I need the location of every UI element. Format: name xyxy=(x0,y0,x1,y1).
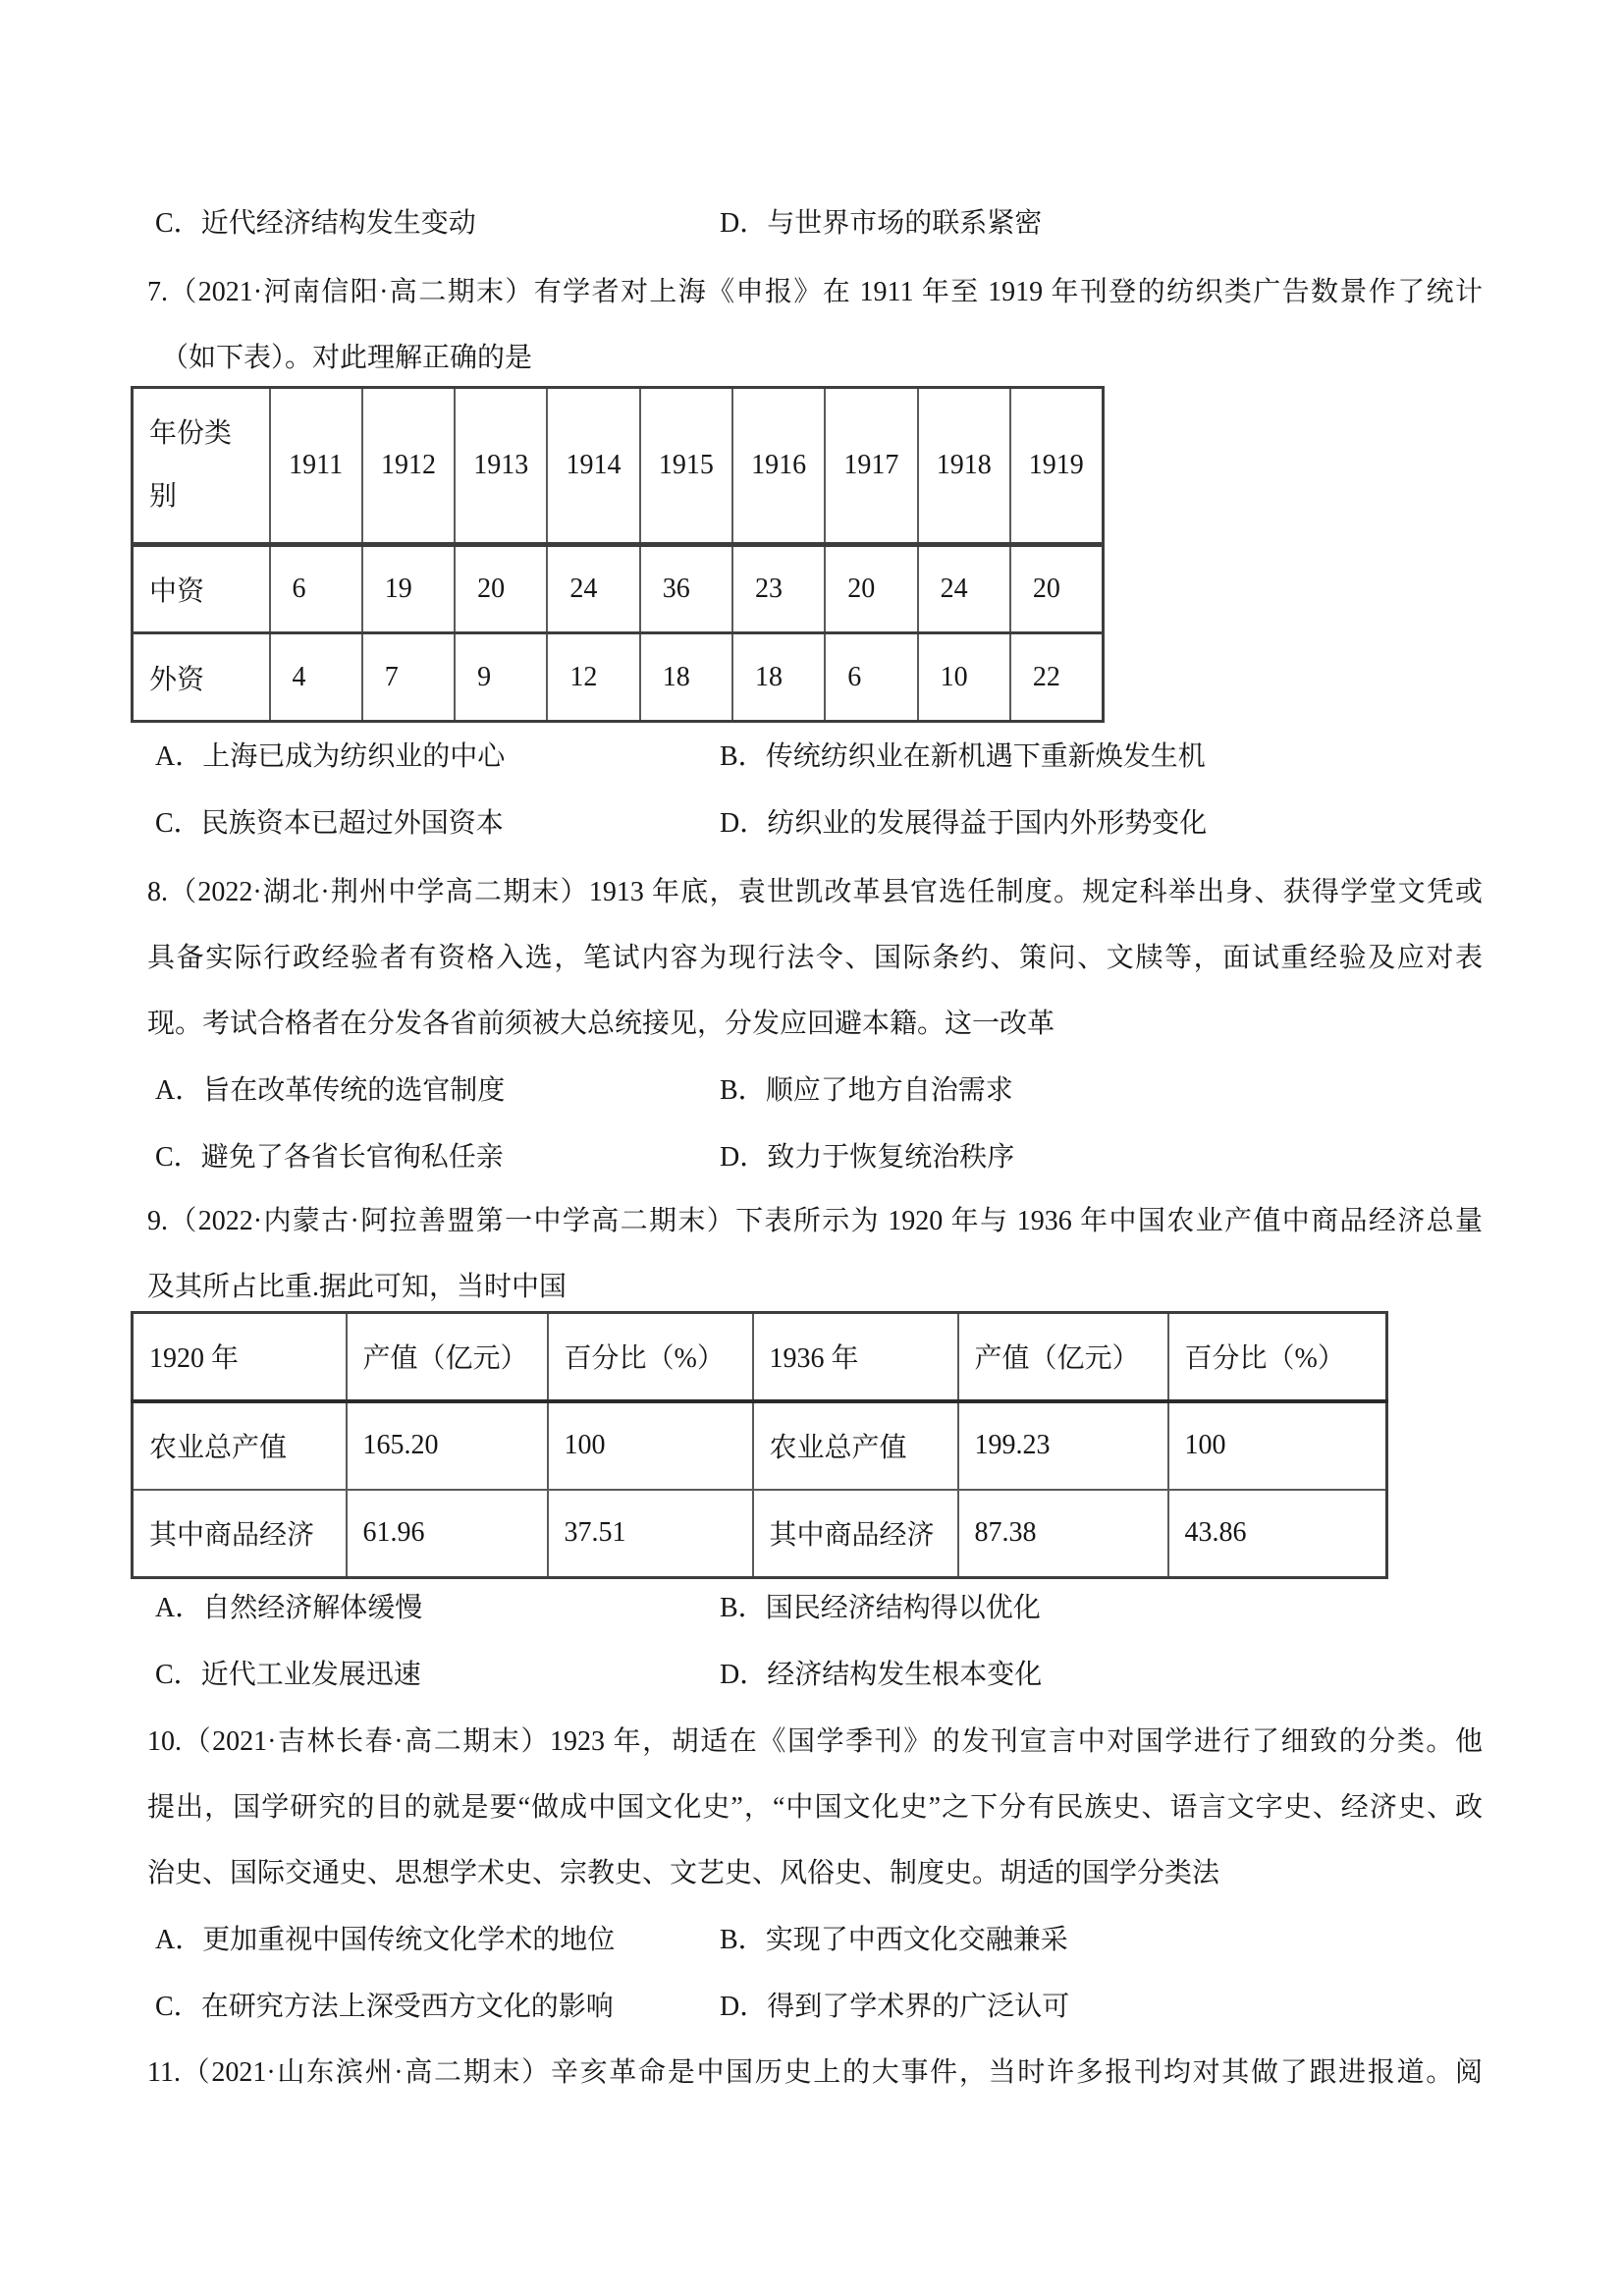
q7-table-corner-cell: 年份类别 xyxy=(133,388,270,545)
q10-stem-line-3: 治史、国际交通史、思想学术史、宗教史、文艺史、风俗史、制度史。胡适的国学分类法 xyxy=(147,1858,1220,1888)
q8-stem-line-1: 8.（2022·湖北·荆州中学高二期末）1913 年底，袁世凯改革县官选任制度。规定科举出身、获得学堂文凭或 xyxy=(147,877,1483,907)
q9-option-a xyxy=(155,1591,422,1626)
table-cell: 100 xyxy=(1168,1401,1387,1490)
year-header-cell: 1919 xyxy=(1010,388,1103,545)
option-letter: D． xyxy=(720,808,768,839)
q8-option-a xyxy=(155,1073,505,1109)
row-label-cell: 中资 xyxy=(133,545,270,633)
table-cell: 165.20 xyxy=(347,1401,548,1490)
q9-table-header-row xyxy=(133,1313,1387,1401)
q8-stem-line-2: 具备实际行政经验者有资格入选，笔试内容为现行法令、国际条约、策问、文牍等，面试重经验及应对表 xyxy=(147,943,1483,973)
q10-option-a xyxy=(155,1923,615,1958)
table-cell: 18 xyxy=(640,633,732,722)
q7-options-row-cd xyxy=(147,806,1483,842)
option-letter: C． xyxy=(155,808,201,839)
option-text: 致力于恢复统治秩序 xyxy=(767,1142,1015,1173)
table-cell: 12 xyxy=(547,633,639,722)
q8-option-d xyxy=(720,1140,1014,1175)
option-letter: C． xyxy=(155,1142,201,1173)
q9-stem-line-1: 9.（2022·内蒙古·阿拉善盟第一中学高二期末）下表所示为 1920 年与 1936 年中国农业产值中商品经济总量 xyxy=(147,1206,1483,1236)
option-letter: C． xyxy=(155,1992,201,2022)
row-label-cell: 外资 xyxy=(133,633,270,722)
q9-options-row-ab xyxy=(147,1591,1483,1626)
q8-option-b xyxy=(720,1073,1013,1109)
option-letter: B． xyxy=(720,1925,766,1955)
q7-table-row-foreign xyxy=(133,633,1104,722)
q6-option-d xyxy=(720,206,1042,242)
table-cell: 24 xyxy=(918,545,1010,633)
row-label-cell: 农业总产值 xyxy=(753,1401,958,1490)
q8-options-row-ab xyxy=(147,1073,1483,1109)
option-text: 在研究方法上深受西方文化的影响 xyxy=(200,1992,614,2022)
q7-table-header-row xyxy=(133,388,1104,545)
option-text: 民族资本已超过外国资本 xyxy=(200,808,504,839)
option-text: 更加重视中国传统文化学术的地位 xyxy=(202,1925,616,1955)
option-text: 近代经济结构发生变动 xyxy=(200,208,476,239)
q7-stem-line-2: （如下表）。对此理解正确的是 xyxy=(161,343,533,373)
table-cell: 22 xyxy=(1010,633,1103,722)
q6-option-c xyxy=(155,206,476,242)
table-cell: 100 xyxy=(548,1401,753,1490)
option-text: 国民经济结构得以优化 xyxy=(765,1593,1041,1623)
table-cell: 36 xyxy=(640,545,732,633)
option-letter: D． xyxy=(720,1142,768,1173)
q7-table-row-domestic xyxy=(133,545,1104,633)
row-label-cell: 农业总产值 xyxy=(133,1401,347,1490)
year-header-cell: 1914 xyxy=(547,388,639,545)
q8-stem-line-3: 现。考试合格者在分发各省前须被大总统接见，分发应回避本籍。这一改革 xyxy=(147,1009,1055,1039)
q7-option-b xyxy=(720,739,1206,775)
option-letter: D． xyxy=(720,1660,768,1690)
option-letter: D． xyxy=(720,208,768,239)
option-text: 得到了学术界的广泛认可 xyxy=(767,1992,1070,2022)
option-text: 与世界市场的联系紧密 xyxy=(767,208,1043,239)
table-cell: 61.96 xyxy=(347,1490,548,1578)
table-cell: 23 xyxy=(732,545,825,633)
option-text: 避免了各省长官徇私任亲 xyxy=(200,1142,504,1173)
q10-options-row-ab xyxy=(147,1923,1483,1958)
table-cell: 19 xyxy=(362,545,455,633)
option-text: 实现了中西文化交融兼采 xyxy=(765,1925,1068,1955)
option-text: 上海已成为纺织业的中心 xyxy=(202,741,506,772)
option-letter: A． xyxy=(155,741,203,772)
table-cell: 87.38 xyxy=(958,1490,1168,1578)
q9-agriculture-output-table xyxy=(131,1311,1388,1579)
table-cell: 18 xyxy=(732,633,825,722)
q6-options-row-cd xyxy=(147,206,1483,242)
table-cell: 20 xyxy=(455,545,547,633)
option-text: 经济结构发生根本变化 xyxy=(767,1660,1043,1690)
q10-stem-line-1: 10.（2021·吉林长春·高二期末）1923 年，胡适在《国学季刊》的发刊宣言中对国学进行了细致的分类。他 xyxy=(147,1726,1483,1757)
row-label-cell: 其中商品经济 xyxy=(133,1490,347,1578)
year-header-cell: 1915 xyxy=(640,388,732,545)
q8-option-c xyxy=(155,1140,504,1175)
option-letter: B． xyxy=(720,1075,766,1106)
option-letter: A． xyxy=(155,1593,203,1623)
year-header-cell: 1918 xyxy=(918,388,1010,545)
option-letter: C． xyxy=(155,1660,201,1690)
q7-option-d xyxy=(720,806,1207,842)
year-header-cell: 1917 xyxy=(825,388,917,545)
q9-stem-line-2: 及其所占比重.据此可知，当时中国 xyxy=(147,1272,568,1302)
q9-table-row-total xyxy=(133,1401,1387,1490)
option-letter: B． xyxy=(720,741,766,772)
header-cell: 百分比（%） xyxy=(548,1313,753,1401)
option-letter: A． xyxy=(155,1925,203,1955)
header-cell: 百分比（%） xyxy=(1168,1313,1387,1401)
table-cell: 6 xyxy=(825,633,917,722)
table-cell: 4 xyxy=(270,633,362,722)
option-text: 自然经济解体缓慢 xyxy=(202,1593,423,1623)
option-letter: B． xyxy=(720,1593,766,1623)
q8-options-row-cd xyxy=(147,1140,1483,1175)
table-cell: 6 xyxy=(270,545,362,633)
header-cell: 产值（亿元） xyxy=(958,1313,1168,1401)
year-header-cell: 1913 xyxy=(455,388,547,545)
year-header-cell: 1916 xyxy=(732,388,825,545)
q9-table-row-commodity xyxy=(133,1490,1387,1578)
q7-option-a xyxy=(155,739,505,775)
header-cell: 1936 年 xyxy=(753,1313,958,1401)
table-cell: 199.23 xyxy=(958,1401,1168,1490)
q10-option-d xyxy=(720,1990,1069,2025)
q10-option-b xyxy=(720,1923,1068,1958)
q10-options-row-cd xyxy=(147,1990,1483,2025)
q10-option-c xyxy=(155,1990,614,2025)
option-letter: A． xyxy=(155,1075,203,1106)
q11-stem-line-1: 11.（2021·山东滨州·高二期末）辛亥革命是中国历史上的大事件，当时许多报刊均对其做了跟进报道。阅 xyxy=(147,2057,1483,2088)
table-cell: 20 xyxy=(1010,545,1103,633)
table-cell: 10 xyxy=(918,633,1010,722)
q7-option-c xyxy=(155,806,504,842)
q7-ads-statistics-table xyxy=(131,386,1105,723)
option-letter: C． xyxy=(155,208,201,239)
option-text: 传统纺织业在新机遇下重新焕发生机 xyxy=(765,741,1206,772)
table-cell: 20 xyxy=(825,545,917,633)
option-text: 旨在改革传统的选官制度 xyxy=(202,1075,506,1106)
table-cell: 7 xyxy=(362,633,455,722)
q10-stem-line-2: 提出，国学研究的目的就是要“做成中国文化史”，“中国文化史”之下分有民族史、语言文字史、经济史、政 xyxy=(147,1792,1483,1823)
table-cell: 37.51 xyxy=(548,1490,753,1578)
row-label-cell: 其中商品经济 xyxy=(753,1490,958,1578)
header-cell: 产值（亿元） xyxy=(347,1313,548,1401)
year-header-cell: 1912 xyxy=(362,388,455,545)
q9-option-d xyxy=(720,1658,1042,1693)
q7-options-row-ab xyxy=(147,739,1483,775)
q9-options-row-cd xyxy=(147,1658,1483,1693)
option-letter: D． xyxy=(720,1992,768,2022)
table-cell: 9 xyxy=(455,633,547,722)
option-text: 近代工业发展迅速 xyxy=(200,1660,421,1690)
q9-option-b xyxy=(720,1591,1041,1626)
table-cell: 24 xyxy=(547,545,639,633)
table-cell: 43.86 xyxy=(1168,1490,1387,1578)
header-cell: 1920 年 xyxy=(133,1313,347,1401)
option-text: 纺织业的发展得益于国内外形势变化 xyxy=(767,808,1208,839)
year-header-cell: 1911 xyxy=(270,388,362,545)
q9-option-c xyxy=(155,1658,421,1693)
q7-stem-line-1: 7.（2021·河南信阳·高二期末）有学者对上海《申报》在 1911 年至 1919 年刊登的纺织类广告数景作了统计 xyxy=(147,277,1483,307)
option-text: 顺应了地方自治需求 xyxy=(765,1075,1013,1106)
